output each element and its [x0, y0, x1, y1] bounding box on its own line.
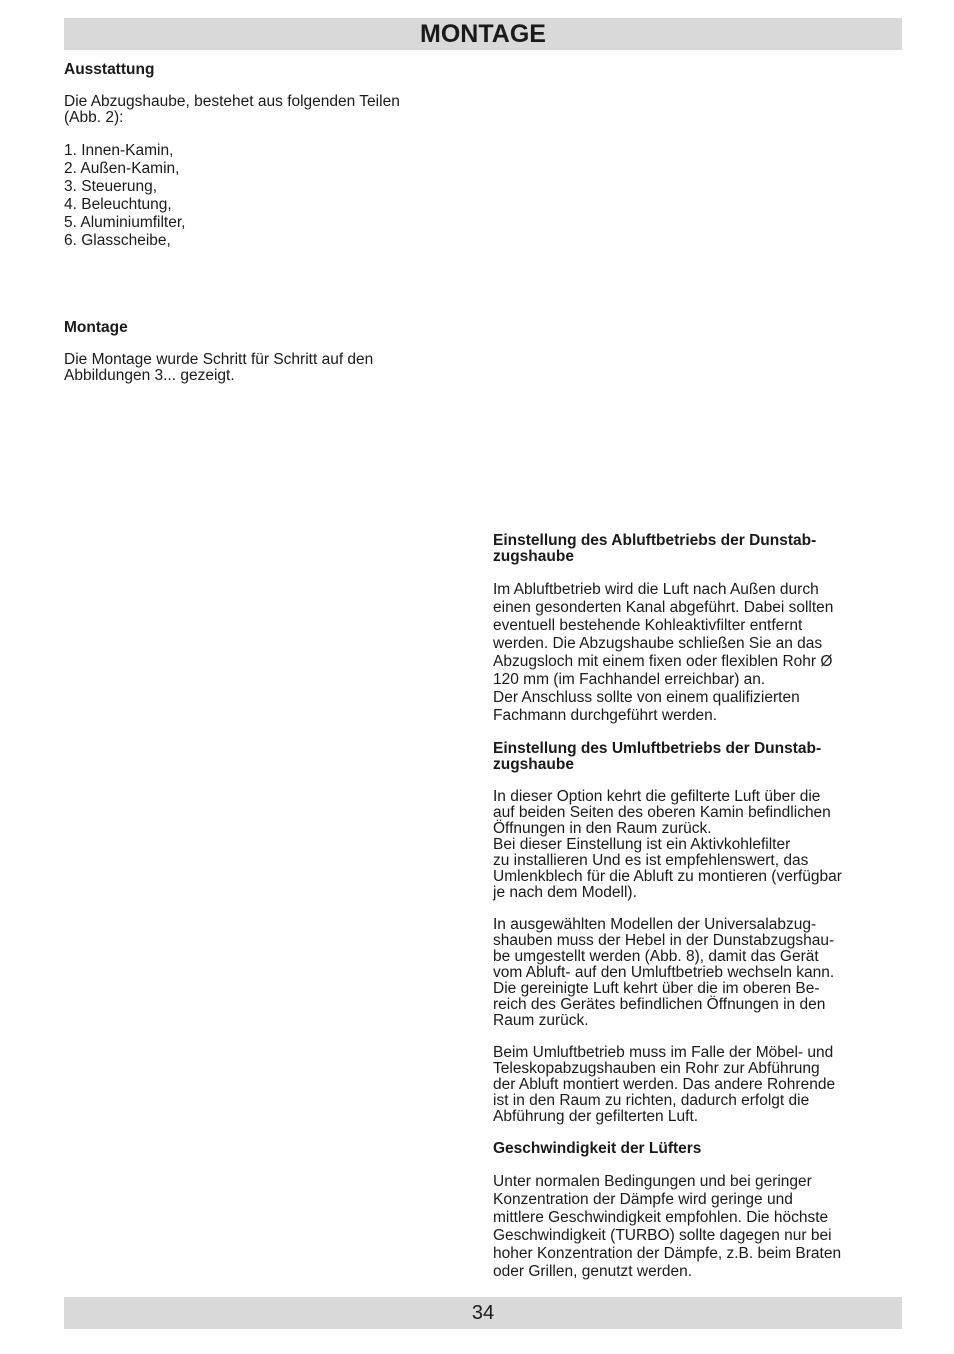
text-line: zu installieren Und es ist empfehlenswert, das — [493, 852, 809, 869]
text-line: werden. Die Abzugshaube schließen Sie an das — [493, 635, 823, 652]
right-column — [493, 533, 905, 1281]
text-line: Beim Umluftbetrieb muss im Falle der Möbel- und — [493, 1044, 834, 1061]
list-item: 2. Außen-Kamin, — [64, 160, 180, 177]
text-line: oder Grillen, genutzt werden. — [493, 1263, 693, 1280]
text-line: eventuell bestehende Kohleaktivfilter entfernt — [493, 617, 803, 634]
equipment-intro-line-2: (Abb. 2): — [64, 109, 124, 126]
text-line: In dieser Option kehrt die gefilterte Luft über die — [493, 788, 821, 805]
text-line: shauben muss der Hebel in der Dunstabzugshau- — [493, 932, 835, 949]
recirc-heading-line-1: Einstellung des Umluftbetriebs der Dunstab- — [493, 740, 822, 757]
text-line: Abführung der gefilterten Luft. — [493, 1108, 699, 1125]
page-number: 34 — [471, 1302, 495, 1324]
text-line: der Abluft montiert werden. Das andere Rohrende — [493, 1076, 836, 1093]
speed-heading: Geschwindigkeit der Lüfters — [493, 1140, 702, 1157]
text-line: Bei dieser Einstellung ist ein Aktivkohlefilter — [493, 836, 791, 853]
exhaust-paragraph — [493, 581, 905, 725]
text-line: einen gesonderten Kanal abgeführt. Dabei sollten — [493, 599, 834, 616]
text-line: Umlenkblech für die Abluft zu montieren (verfügbar — [493, 868, 842, 885]
text-line: Der Anschluss sollte von einem qualifizierten — [493, 689, 800, 706]
text-line: be umgestellt werden (Abb. 8), damit das Gerät — [493, 948, 819, 965]
text-line: Abzugsloch mit einem fixen oder flexiblen Rohr Ø — [493, 653, 833, 670]
list-item: 6. Glasscheibe, — [64, 232, 171, 249]
text-line: In ausgewählten Modellen der Universalabzug- — [493, 916, 817, 933]
text-line: Teleskopabzugshauben ein Rohr zur Abführung — [493, 1060, 820, 1077]
recirc-paragraph-3 — [493, 1045, 905, 1125]
exhaust-heading-line-1: Einstellung des Abluftbetriebs der Dunstab- — [493, 532, 817, 549]
text-line: Fachmann durchgeführt werden. — [493, 707, 718, 724]
equipment-intro-line-1: Die Abzugshaube, bestehet aus folgenden Teilen — [64, 93, 400, 110]
text-line: Konzentration der Dämpfe wird geringe und — [493, 1191, 793, 1208]
text-line: Im Abluftbetrieb wird die Luft nach Außen durch — [493, 581, 819, 598]
assembly-text-line-2: Abbildungen 3... gezeigt. — [64, 367, 235, 384]
list-item: 4. Beleuchtung, — [64, 196, 172, 213]
parts-list — [64, 142, 474, 250]
exhaust-heading-line-2: zugshaube — [493, 548, 574, 565]
footer-bar — [64, 1297, 902, 1329]
text-line: 120 mm (im Fachhandel erreichbar) an. — [493, 671, 766, 688]
list-item: 5. Aluminiumfilter, — [64, 214, 186, 231]
text-line: hoher Konzentration der Dämpfe, z.B. beim Braten — [493, 1245, 842, 1262]
recirc-paragraph-1 — [493, 789, 905, 901]
assembly-text-line-1: Die Montage wurde Schritt für Schritt auf den — [64, 351, 374, 368]
recirc-heading-line-2: zugshaube — [493, 756, 574, 773]
recirc-paragraph-2 — [493, 917, 905, 1029]
text-line: vom Abluft- auf den Umluftbetrieb wechseln kann. — [493, 964, 835, 981]
text-line: Raum zurück. — [493, 1012, 589, 1029]
text-line: ist in den Raum zu richten, dadurch erfolgt die — [493, 1092, 810, 1109]
text-line: Unter normalen Bedingungen und bei geringer — [493, 1173, 812, 1190]
header-bar — [64, 18, 902, 50]
text-line: auf beiden Seiten des oberen Kamin befindlichen — [493, 804, 831, 821]
text-line: mittlere Geschwindigkeit empfohlen. Die höchste — [493, 1209, 829, 1226]
text-line: je nach dem Modell). — [493, 884, 637, 901]
text-line: Öffnungen in den Raum zurück. — [493, 820, 712, 837]
list-item: 3. Steuerung, — [64, 178, 158, 195]
speed-paragraph — [493, 1173, 905, 1281]
equipment-heading: Ausstattung — [64, 61, 155, 78]
page-title: MONTAGE — [420, 20, 546, 48]
text-line: Geschwindigkeit (TURBO) sollte dagegen nur bei — [493, 1227, 832, 1244]
list-item: 1. Innen-Kamin, — [64, 142, 174, 159]
text-line: reich des Gerätes befindlichen Öffnungen in den — [493, 996, 826, 1013]
left-column — [64, 62, 474, 384]
assembly-heading: Montage — [64, 319, 128, 336]
text-line: Die gereinigte Luft kehrt über die im oberen Be- — [493, 980, 820, 997]
